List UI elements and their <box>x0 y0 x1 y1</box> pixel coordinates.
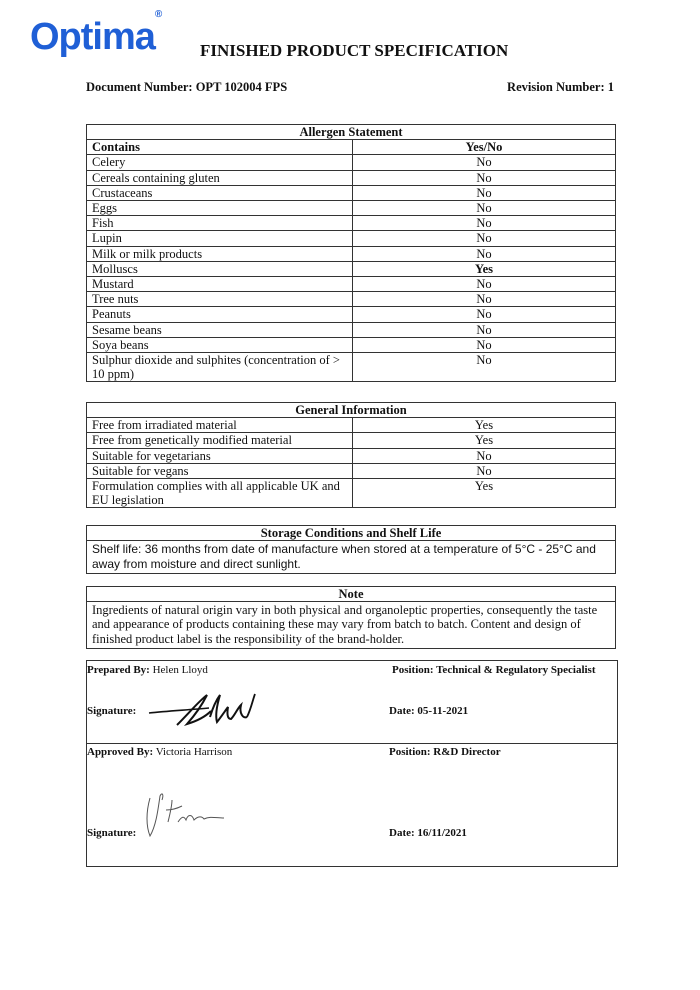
approved-by <box>87 746 232 758</box>
table-row <box>87 353 616 382</box>
storage-text: Shelf life: 36 months from date of manufacture when stored at a temperature of 5°C - 25°C and away from moisture and direct sunlight. <box>87 541 616 574</box>
row-item-label: Eggs <box>87 201 353 216</box>
row-item-label: Lupin <box>87 231 353 246</box>
storage-table <box>86 525 616 574</box>
table-row <box>87 322 616 337</box>
registered-mark: ® <box>154 9 163 21</box>
table-row <box>87 463 616 478</box>
row-item-label: Milk or milk products <box>87 246 353 261</box>
row-item-label: Mustard <box>87 277 353 292</box>
row-value: Yes <box>353 261 616 276</box>
row-value: No <box>353 170 616 185</box>
row-item-label: Crustaceans <box>87 185 353 200</box>
storage-title: Storage Conditions and Shelf Life <box>87 526 616 541</box>
optima-logo <box>30 9 163 59</box>
table-row <box>87 277 616 292</box>
row-item-label: Formulation complies with all applicable UK and EU legislation <box>87 479 353 508</box>
row-value: No <box>353 322 616 337</box>
table-row <box>87 292 616 307</box>
prepared-position: Position: Technical & Regulatory Specialist <box>392 664 596 676</box>
row-item-label: Cereals containing gluten <box>87 170 353 185</box>
table-row <box>87 185 616 200</box>
row-item-label: Peanuts <box>87 307 353 322</box>
row-value: No <box>353 292 616 307</box>
allergen-table-body <box>87 125 616 382</box>
prepared-signature-image <box>147 691 262 731</box>
row-item-label: Soya beans <box>87 337 353 352</box>
prepared-date: Date: 05-11-2021 <box>389 705 469 717</box>
row-item-label: Tree nuts <box>87 292 353 307</box>
table-row <box>87 433 616 448</box>
row-item-label: Suitable for vegans <box>87 463 353 478</box>
storage-text-row <box>87 541 616 574</box>
approved-position: Position: R&D Director <box>389 746 501 758</box>
table-row <box>87 337 616 352</box>
note-text: Ingredients of natural origin vary in both physical and organoleptic properties, consequently the taste and appearance of products containing these may vary from batch to batch. Content and design of finished product label is the responsibility of the brand-holder. <box>87 602 616 649</box>
general-title-row <box>87 403 616 418</box>
row-item-label: Celery <box>87 155 353 170</box>
row-value: Yes <box>353 418 616 433</box>
document-title: FINISHED PRODUCT SPECIFICATION <box>200 41 509 60</box>
table-row <box>87 155 616 170</box>
general-info-table-body <box>87 403 616 508</box>
allergen-title-row <box>87 125 616 140</box>
note-title-row <box>87 587 616 602</box>
general-info-table <box>86 402 616 508</box>
row-item-label: Suitable for vegetarians <box>87 448 353 463</box>
table-row <box>87 216 616 231</box>
signoff-divider <box>87 743 617 744</box>
storage-title-row <box>87 526 616 541</box>
row-value: No <box>353 246 616 261</box>
approved-date: Date: 16/11/2021 <box>389 827 467 839</box>
approved-signature-image <box>142 786 237 841</box>
table-row <box>87 448 616 463</box>
row-value: No <box>353 185 616 200</box>
prepared-label: Prepared By: <box>87 664 150 676</box>
row-value: No <box>353 155 616 170</box>
approved-name: Victoria Harrison <box>155 746 233 758</box>
row-item-label: Fish <box>87 216 353 231</box>
table-row <box>87 418 616 433</box>
row-value: No <box>353 201 616 216</box>
note-text-row <box>87 602 616 649</box>
row-item-label: Free from genetically modified material <box>87 433 353 448</box>
row-value: No <box>353 307 616 322</box>
row-value: No <box>353 463 616 478</box>
table-row <box>87 231 616 246</box>
table-row <box>87 201 616 216</box>
general-title: General Information <box>87 403 616 418</box>
revision-number: Revision Number: 1 <box>507 80 614 94</box>
table-row <box>87 246 616 261</box>
table-row <box>87 479 616 508</box>
yesno-header: Yes/No <box>353 140 616 155</box>
row-value: No <box>353 216 616 231</box>
prepared-signature-label: Signature: <box>87 705 137 717</box>
row-value: Yes <box>353 479 616 508</box>
row-value: No <box>353 231 616 246</box>
row-value: No <box>353 448 616 463</box>
signoff-box <box>86 660 618 867</box>
row-item-label: Sesame beans <box>87 322 353 337</box>
note-table <box>86 586 616 649</box>
table-row <box>87 261 616 276</box>
row-value: No <box>353 353 616 382</box>
document-number: Document Number: OPT 102004 FPS <box>86 80 288 94</box>
contains-header: Contains <box>87 140 353 155</box>
allergen-header-row <box>87 140 616 155</box>
approved-label: Approved By: <box>87 746 154 758</box>
note-title: Note <box>87 587 616 602</box>
row-value: No <box>353 337 616 352</box>
row-value: Yes <box>353 433 616 448</box>
logo-text: Optima <box>30 16 155 58</box>
row-item-label: Sulphur dioxide and sulphites (concentration of > 10 ppm) <box>87 353 353 382</box>
row-value: No <box>353 277 616 292</box>
table-row <box>87 307 616 322</box>
approved-signature-label: Signature: <box>87 827 137 839</box>
allergen-table <box>86 124 616 382</box>
prepared-by <box>87 664 208 676</box>
table-row <box>87 170 616 185</box>
allergen-title: Allergen Statement <box>87 125 616 140</box>
row-item-label: Molluscs <box>87 261 353 276</box>
prepared-name: Helen Lloyd <box>152 664 208 676</box>
row-item-label: Free from irradiated material <box>87 418 353 433</box>
